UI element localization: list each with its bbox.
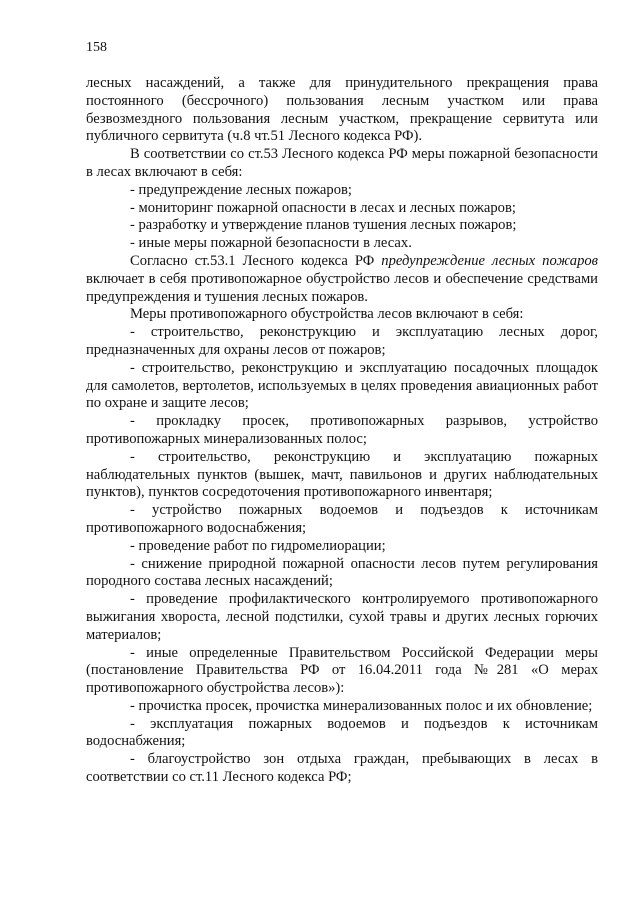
list-item: - иные меры пожарной безопасности в лесах. [130, 235, 412, 252]
list-item: - разработку и утверждение планов тушения лесных пожаров; [130, 217, 517, 234]
list-item: - устройство пожарных водоемов и подъездов к источникам противопожарного водоснабжения; [86, 502, 598, 536]
list-item: - мониторинг пожарной опасности в лесах и лесных пожаров; [130, 199, 516, 216]
list-item: - строительство, реконструкцию и эксплуатацию пожарных наблюдательных пунктов (вышек, мачт, павильонов и других наблюдательных пунктов), пунктов сосредоточения противопожарного инвентаря; [86, 448, 598, 501]
list-item: - строительство, реконструкцию и эксплуатацию лесных дорог, предназначенных для охраны лесов от пожаров; [86, 324, 598, 358]
list-item: - строительство, реконструкцию и эксплуатацию посадочных площадок для самолетов, вертолетов, используемых в целях проведения авиационных работ по охране и защите лесов; [86, 359, 598, 412]
paragraph-fire-arrangement-measures: Меры противопожарного обустройства лесов включают в себя: [130, 306, 524, 323]
list-item: - предупреждение лесных пожаров; [130, 181, 352, 198]
list-item: - снижение природной пожарной опасности лесов путем регулирования породного состава лесных насаждений; [86, 555, 598, 590]
list-item: - проведение профилактического контролируемого противопожарного выжигания хвороста, лесной подстилки, сухой травы и других лесных горючих материалов; [86, 591, 598, 643]
paragraph-text: Согласно ст.53.1 Лесного кодекса РФ [130, 252, 382, 269]
paragraph-fire-prevention [86, 253, 598, 306]
emphasis-term: предупреждение лесных пожаров [381, 252, 598, 269]
list-item: - иные определенные Правительством Российской Федерации меры (постановление Правительства РФ от 16.04.2011 года №281 «О мерах противопожарного обустройства лесов»): [86, 644, 598, 697]
paragraph-fire-safety-measures: В соответствии со ст.53 Лесного кодекса РФ меры пожарной безопасности в лесах включают в себя: [86, 146, 598, 180]
list-item: - проведение работ по гидромелиорации; [130, 537, 386, 554]
list-item: - прокладку просек, противопожарных разрывов, устройство противопожарных минерализованных полос; [86, 413, 598, 447]
paragraph-text: включает в себя противопожарное обустройство лесов и обеспечение средствами предупреждения и тушения лесных пожаров. [86, 270, 598, 305]
paragraph-continuation: лесных насаждений, а также для принудительного прекращения права постоянного (бессрочного) пользования лесным участком или права безвозмездного пользования лесным участком, прекращение сервитута или публичного сервитута (ч.8 чт.51 Лесного кодекса РФ). [86, 75, 598, 145]
document-body [86, 75, 598, 787]
page-number: 158 [86, 40, 107, 55]
list-item: - прочистка просек, прочистка минерализованных полос и их обновление; [130, 697, 593, 714]
list-item: - благоустройство зон отдыха граждан, пребывающих в лесах в соответствии со ст.11 Лесного кодекса РФ; [86, 751, 598, 786]
list-item: - эксплуатация пожарных водоемов и подъездов к источникам водоснабжения; [86, 715, 598, 750]
